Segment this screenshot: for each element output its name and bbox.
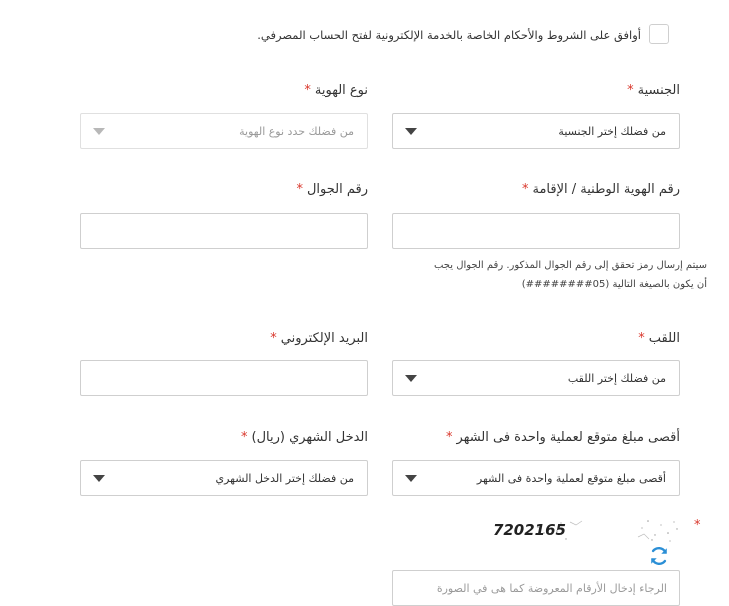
mobile-input[interactable] [80, 213, 368, 249]
required-mark: * [296, 182, 303, 197]
mobile-help-text [407, 256, 707, 294]
title-label: اللقب [648, 331, 680, 346]
national-id-label: رقم الهوية الوطنية / الإقامة [532, 182, 680, 197]
terms-label: أوافق على الشروط والأحكام الخاصة بالخدمة الإلكترونية لفتح الحساب المصرفي. [257, 28, 641, 42]
monthly-income-select[interactable] [80, 460, 368, 496]
captcha-image [492, 513, 680, 547]
required-mark: * [270, 331, 277, 346]
monthly-income-select-value: من فضلك إختر الدخل الشهري [215, 472, 354, 485]
max-transaction-select[interactable] [392, 460, 680, 496]
nationality-select[interactable] [392, 113, 680, 149]
required-mark: * [521, 182, 529, 197]
max-transaction-select-value: أقصى مبلغ متوقع لعملية واحدة فى الشهر [476, 472, 666, 485]
chevron-down-icon [93, 128, 105, 135]
chevron-down-icon [93, 475, 105, 482]
title-label-group [638, 331, 680, 346]
required-mark: * [627, 83, 634, 98]
title-select-value: من فضلك إختر اللقب [567, 372, 666, 385]
captcha-required-mark: * [694, 518, 701, 533]
id-type-label: نوع الهوية [314, 83, 368, 98]
required-mark: * [446, 430, 453, 445]
monthly-income-label: الدخل الشهري (ريال) [251, 430, 368, 445]
captcha-code: 7202165 [492, 521, 566, 539]
chevron-down-icon [405, 375, 417, 382]
chevron-down-icon [405, 128, 417, 135]
max-transaction-label-group [446, 430, 680, 445]
national-id-input[interactable] [392, 213, 680, 249]
id-type-select[interactable] [80, 113, 368, 149]
nationality-label: الجنسية [637, 83, 680, 98]
mobile-label: رقم الجوال [306, 182, 368, 197]
mobile-help-line-1: سيتم إرسال رمز تحقق إلى رقم الجوال المذكور. رقم الجوال يجب [433, 260, 707, 271]
id-type-label-group [304, 83, 368, 98]
mobile-help-line-2: أن يكون بالصيغة التالية (05########) [521, 279, 707, 290]
national-id-label-group [522, 182, 680, 197]
required-mark: * [241, 430, 248, 445]
email-label-group [270, 331, 368, 346]
refresh-icon[interactable] [648, 545, 670, 567]
email-input[interactable] [80, 360, 368, 396]
required-mark: * [638, 331, 645, 346]
title-select[interactable] [392, 360, 680, 396]
mobile-label-group [296, 182, 368, 197]
chevron-down-icon [405, 475, 417, 482]
id-type-select-value: من فضلك حدد نوع الهوية [239, 125, 354, 138]
captcha-placeholder: الرجاء إدخال الأرقام المعروضة كما هى في الصورة [436, 582, 667, 595]
email-label: البريد الإلكتروني [280, 331, 368, 346]
nationality-label-group [627, 83, 680, 98]
nationality-select-value: من فضلك إختر الجنسية [558, 125, 666, 138]
terms-checkbox[interactable] [649, 24, 669, 44]
max-transaction-label: أقصى مبلغ متوقع لعملية واحدة فى الشهر [456, 430, 680, 445]
captcha-input[interactable] [392, 570, 680, 606]
required-mark: * [304, 83, 311, 98]
monthly-income-label-group [241, 430, 368, 445]
